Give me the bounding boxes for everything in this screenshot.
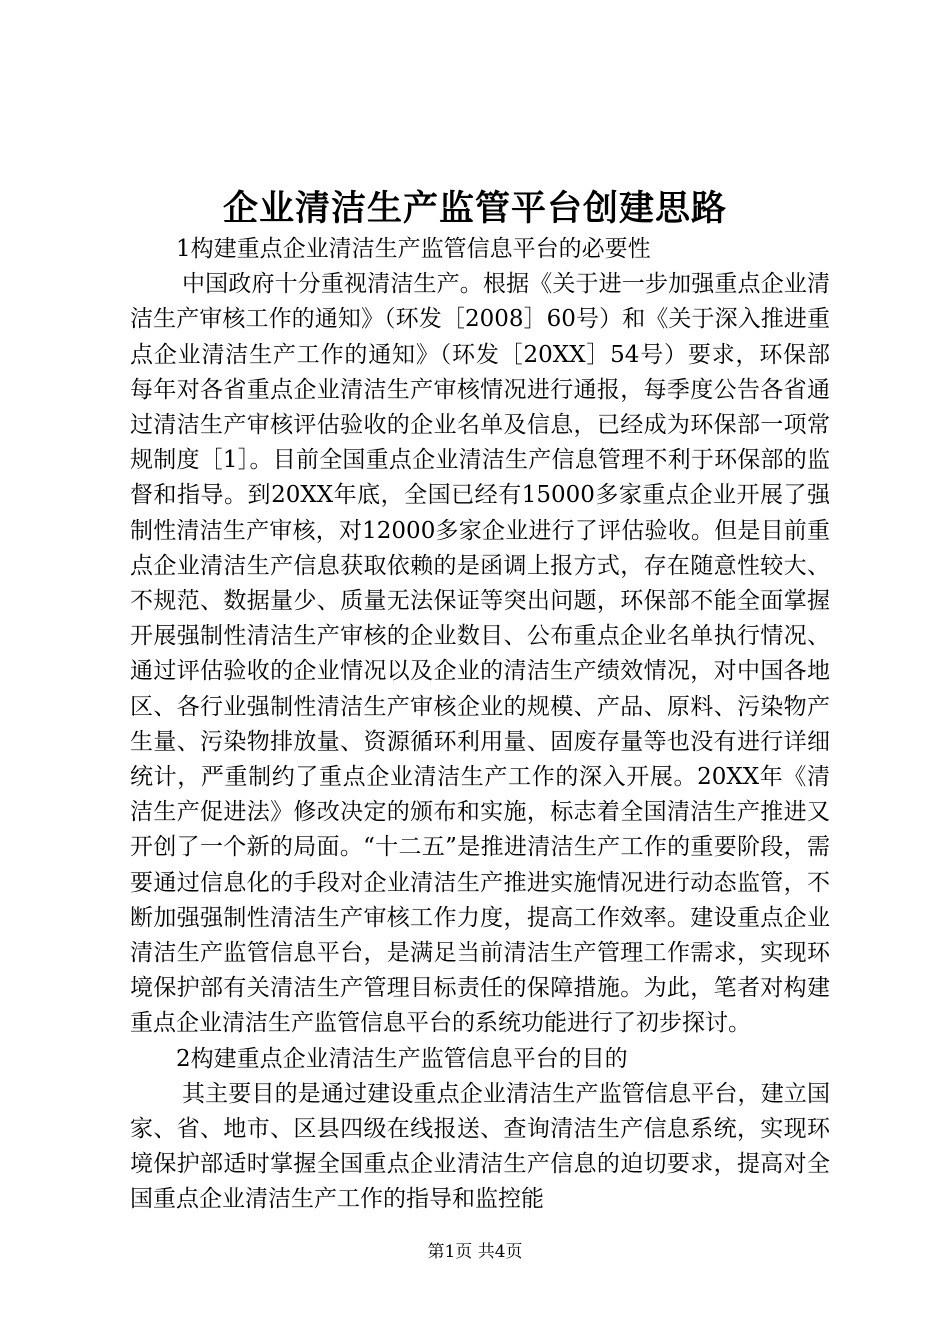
- section-1-paragraph: 中国政府十分重视清洁生产。根据《关于进一步加强重点企业清洁生产审核工作的通知》（环发［2008］60号）和《关于深入推进重点企业清洁生产工作的通知》（环发［20XX］54号）要求，环保部每年对各省重点企业清洁生产审核情况进行通报，每季度公告各省通过清洁生产审核评估验收的企业名单及信息，已经成为环保部一项常规制度［1］。目前全国重点企业清洁生产信息管理不利于环保部的监督和指导。到20XX年底，全国已经有15000多家重点企业开展了强制性清洁生产审核，对12000多家企业进行了评估验收。但是目前重点企业清洁生产信息获取依赖的是函调上报方式，存在随意性较大、不规范、数据量少、质量无法保证等突出问题，环保部不能全面掌握开展强制性清洁生产审核的企业数目、公布重点企业名单执行情况、通过评估验收的企业情况以及企业的清洁生产绩效情况，对中国各地区、各行业强制性清洁生产审核企业的规模、产品、原料、污染物产生量、污染物排放量、资源循环利用量、固废存量等也没有进行详细统计，严重制约了重点企业清洁生产工作的深入开展。20XX年《清洁生产促进法》修改决定的颁布和实施，标志着全国清洁生产推进又开创了一个新的局面。“十二五”是推进清洁生产工作的重要阶段，需要通过信息化的手段对企业清洁生产推进实施情况进行动态监管，不断加强强制性清洁生产审核工作力度，提高工作效率。建设重点企业清洁生产监管信息平台，是满足当前清洁生产管理工作需求，实现环境保护部有关清洁生产管理目标责任的保障措施。为此，笔者对构建重点企业清洁生产监管信息平台的系统功能进行了初步探讨。: [130, 271, 830, 1037]
- document-title: 企业清洁生产监管平台创建思路: [222, 188, 727, 229]
- document-body: [130, 232, 830, 1218]
- section-2-heading: 2构建重点企业清洁生产监管信息平台的目的: [176, 1045, 628, 1072]
- section-1-heading: 1构建重点企业清洁生产监管信息平台的必要性: [176, 236, 651, 262]
- section-2-paragraph: 其主要目的是通过建设重点企业清洁生产监管信息平台，建立国家、省、地市、区县四级在线报送、查询清洁生产信息系统，实现环境保护部适时掌握全国重点企业清洁生产信息的迫切要求，提高对全国重点企业清洁生产工作的指导和监控能: [130, 1080, 830, 1213]
- page-number-footer: 第1页 共4页: [427, 1242, 523, 1262]
